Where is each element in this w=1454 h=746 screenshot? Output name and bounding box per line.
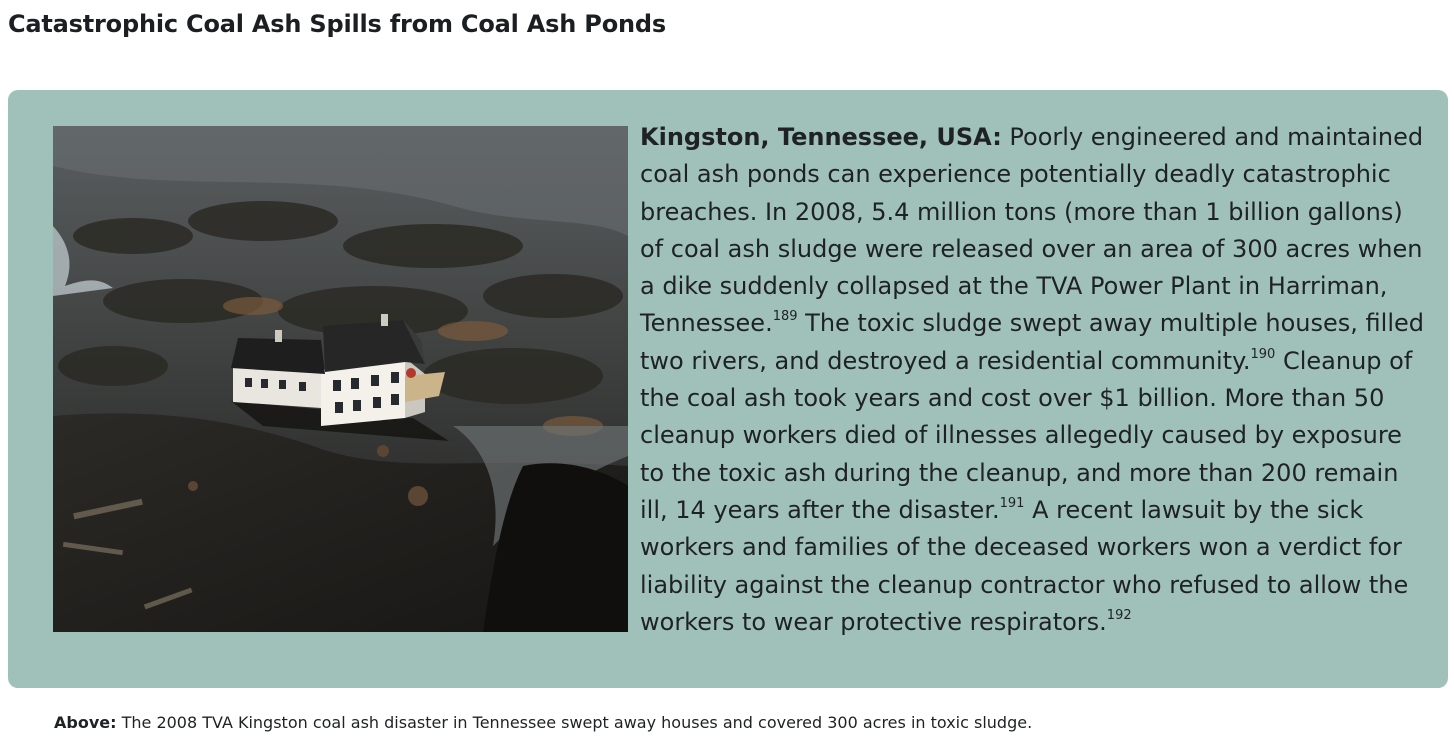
image-caption [54, 712, 1032, 734]
case-study-text [640, 119, 1430, 641]
footnote-189[interactable]: 189 [772, 309, 798, 325]
aerial-photo [53, 126, 628, 632]
section-heading: Catastrophic Coal Ash Spills from Coal Ash Ponds [8, 10, 666, 38]
caption-text: The 2008 TVA Kingston coal ash disaster in Tennessee swept away houses and covered 300 acres in toxic sludge. [116, 713, 1033, 732]
case-study-panel [8, 90, 1448, 688]
footnote-192[interactable]: 192 [1106, 607, 1132, 623]
text-segment-1: Poorly engineered and maintained coal ash ponds can experience potentially deadly catastrophic breaches. In 2008, 5.4 million tons (more than 1 billion gallons) of coal ash sludge were released over an area of 300 acres when a dike suddenly collapsed at the TVA Power Plant in Harriman, Tennessee. [640, 123, 1424, 338]
text-segment-3: Cleanup of the coal ash took years and cost over $1 billion. More than 50 cleanup workers died of illnesses allegedly caused by exposure to the toxic ash during the cleanup, and more than 200 remain ill, 14 years after the disaster. [640, 346, 1413, 524]
text-segment-4: A recent lawsuit by the sick workers and families of the deceased workers won a verdict for liability against the cleanup contractor who refused to allow the workers to wear protective respirators. [640, 495, 1409, 636]
location-label: Kingston, Tennessee, USA: [640, 123, 1002, 151]
aerial-photo-illustration [53, 126, 628, 632]
caption-label: Above: [54, 713, 117, 732]
footnote-191[interactable]: 191 [999, 495, 1025, 511]
footnote-190[interactable]: 190 [1250, 346, 1276, 362]
text-segment-2: The toxic sludge swept away multiple houses, filled two rivers, and destroyed a residential community. [640, 309, 1424, 375]
